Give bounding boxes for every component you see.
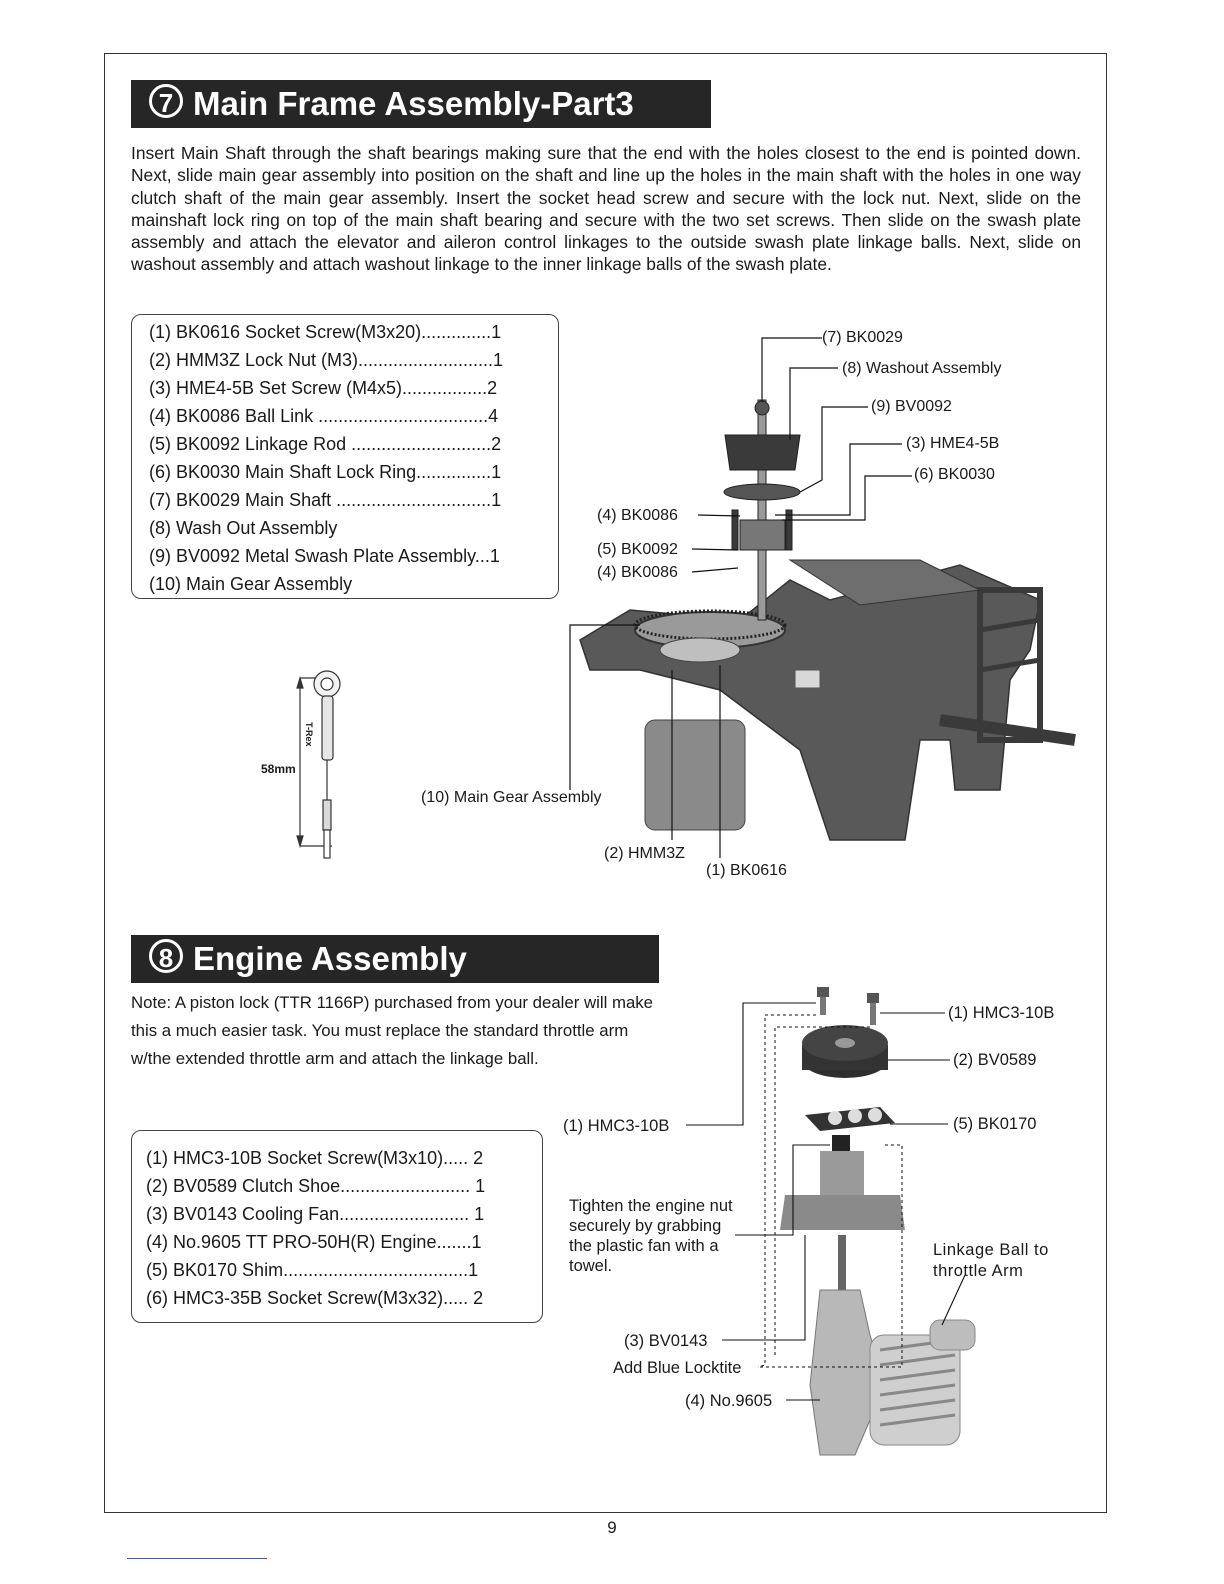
- parts-list-item: (10) Main Gear Assembly: [149, 574, 353, 594]
- callout-ball-link-upper: (4) BK0086: [597, 507, 678, 524]
- section-7-number: 7: [149, 84, 183, 118]
- callout-linkage-rod: (5) BK0092: [597, 541, 678, 558]
- section-8-title-text: Engine Assembly: [193, 940, 467, 977]
- callout-main-gear: (10) Main Gear Assembly: [421, 789, 602, 806]
- parts-list-item: (3) BV0143 Cooling Fan.......................... 1: [146, 1204, 485, 1224]
- section-7-title: [131, 80, 711, 128]
- parts-list-item: (5) BK0092 Linkage Rod ............................2: [149, 434, 502, 454]
- section-8-title: [131, 935, 659, 983]
- section-7-instructions: Insert Main Shaft through the shaft bearings making sure that the end with the holes closest to the end is pointed down. Next, slide main gear assembly into position on the shaft and line up the holes in the main shaft with the holes in one way clutch shaft of the main gear assembly. Insert the socket head screw and secure with the lock nut. Next, slide on the mainshaft lock ring on top of the main shaft bearing and secure with the two set screws. Then slide on the swash plate assembly and attach the elevator and aileron control linkages to the outside swash plate linkage balls. Next, slide on washout assembly and attach washout linkage to the inner linkage balls of the swash plate.: [131, 143, 1081, 275]
- parts-list-item: (9) BV0092 Metal Swash Plate Assembly...1: [149, 546, 500, 566]
- add-blue-locktite-note: Add Blue Locktite: [613, 1359, 742, 1377]
- parts-list-item: (2) HMM3Z Lock Nut (M3)...........................1: [149, 350, 504, 370]
- parts-list-item: (4) BK0086 Ball Link ..................................4: [149, 406, 499, 426]
- parts-list-item: (5) BK0170 Shim.....................................1: [146, 1260, 479, 1280]
- rod-brand-logo: T-Rex: [304, 722, 314, 747]
- parts-list-item: (2) BV0589 Clutch Shoe.......................... 1: [146, 1176, 486, 1196]
- parts-list-item: (1) HMC3-10B Socket Screw(M3x10)..... 2: [146, 1148, 484, 1168]
- engine-parts: [780, 987, 975, 1455]
- callout-washout-assembly: (8) Washout Assembly: [842, 360, 1002, 377]
- callout-ball-link-lower: (4) BK0086: [597, 564, 678, 581]
- callout-socket-screw-left: (1) HMC3-10B: [563, 1117, 670, 1135]
- parts-list-item: (8) Wash Out Assembly: [149, 518, 338, 538]
- callout-lock-ring: (6) BK0030: [914, 466, 995, 483]
- parts-list-item: (1) BK0616 Socket Screw(M3x20)..............1: [149, 322, 502, 342]
- section-7-parts-list: [131, 314, 559, 599]
- callout-cooling-fan: (3) BV0143: [624, 1332, 708, 1350]
- callout-engine: (4) No.9605: [685, 1392, 773, 1410]
- callout-lock-nut: (2) HMM3Z: [604, 845, 685, 862]
- section-7-title-text: Main Frame Assembly-Part3: [193, 85, 634, 122]
- tighten-engine-nut-note: Tighten the engine nut securely by grabbing the plastic fan with a towel.: [569, 1197, 733, 1275]
- callout-socket-screw-right: (1) HMC3-10B: [948, 1004, 1055, 1022]
- callout-socket-screw: (1) BK0616: [706, 862, 787, 879]
- parts-list-item: (7) BK0029 Main Shaft ...............................1: [149, 490, 502, 510]
- footer-link-line: [127, 1558, 267, 1559]
- linkage-ball-note: Linkage Ball to throttle Arm: [933, 1241, 1049, 1280]
- parts-list-item: (4) No.9605 TT PRO-50H(R) Engine.......1: [146, 1232, 482, 1252]
- frame-body: [580, 560, 1075, 840]
- callout-set-screw: (3) HME4-5B: [906, 435, 1000, 452]
- section-8-number: 8: [149, 939, 183, 973]
- section-8-parts-list: [131, 1130, 543, 1323]
- parts-list-item: (6) HMC3-35B Socket Screw(M3x32)..... 2: [146, 1288, 484, 1308]
- callout-shim: (5) BK0170: [953, 1115, 1037, 1133]
- callout-clutch-shoe: (2) BV0589: [953, 1051, 1037, 1069]
- callout-main-shaft: (7) BK0029: [822, 329, 903, 346]
- parts-list-item: (3) HME4-5B Set Screw (M4x5).................2: [149, 378, 498, 398]
- main-frame-diagram: [560, 320, 1090, 880]
- page-number: 9: [607, 1518, 617, 1537]
- rod-length-dimension: 58mm: [261, 762, 296, 776]
- parts-list-item: (6) BK0030 Main Shaft Lock Ring...............1: [149, 462, 502, 482]
- section-8-note: Note: A piston lock (TTR 1166P) purchased from your dealer will make this a much easier task. You must replace the standard throttle arm w/the extended throttle arm and attach the linkage ball.: [131, 993, 653, 1068]
- callout-swash-plate: (9) BV0092: [871, 398, 952, 415]
